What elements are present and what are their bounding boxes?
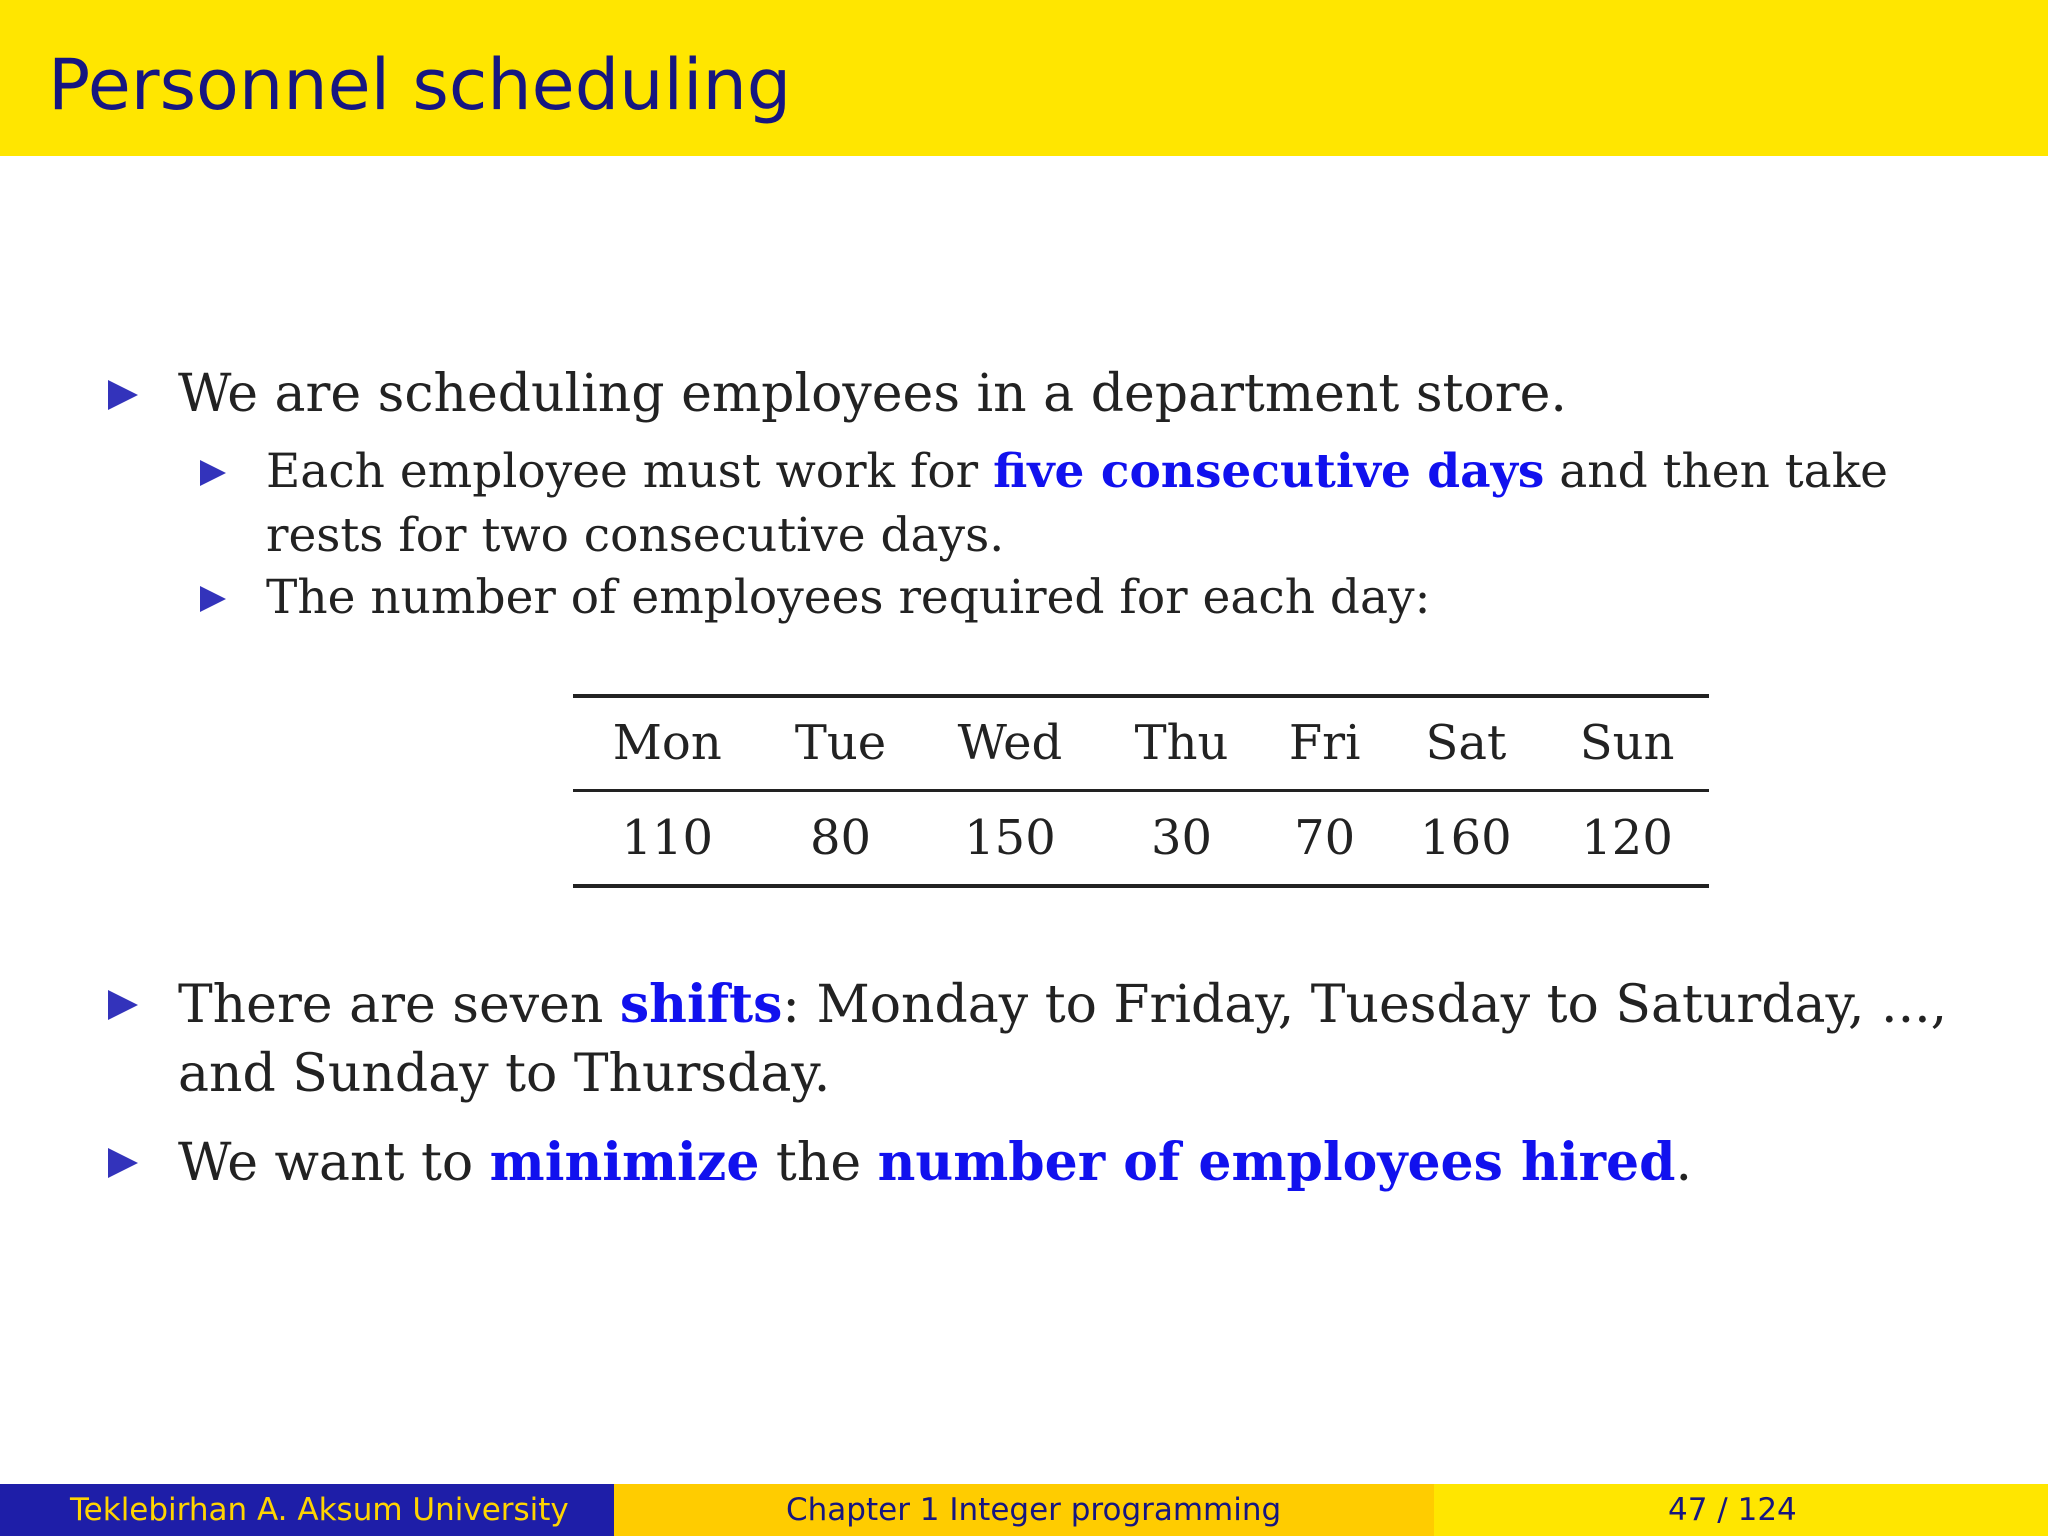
- table-row: [573, 790, 1709, 886]
- table-cell: 110: [621, 809, 714, 866]
- table-cell: 80: [809, 809, 872, 866]
- footer: [0, 1484, 2048, 1536]
- bullet-1-text: We are scheduling employees in a department store.: [178, 364, 1567, 424]
- bullet-3-text: [178, 1132, 1692, 1193]
- highlight-shifts: shifts: [619, 974, 783, 1035]
- bullet-2-line-2: and Sunday to Thursday.: [178, 1044, 831, 1104]
- table-header-row: [573, 696, 1709, 790]
- bullet-2-part-a: There are seven: [178, 975, 620, 1035]
- bullet-3-part-b: the: [759, 1133, 878, 1193]
- sub-bullet-1-line-2: rests for two consecutive days.: [266, 508, 1005, 563]
- bullet-2-part-b: : Monday to Friday, Tuesday to Saturday, ...,: [782, 975, 1948, 1035]
- sub-bullet-2-text: The number of employees required for each day:: [266, 570, 1431, 625]
- table-header-cell: Fri: [1288, 715, 1361, 772]
- sub-bullet-triangle-icon: [200, 586, 226, 612]
- table-header-cell: Sat: [1425, 715, 1507, 772]
- footer-page-section: [1434, 1484, 2048, 1536]
- employee-requirements-table: [573, 694, 1709, 888]
- bullet-triangle-icon: [108, 1148, 138, 1178]
- table-header-cell: Sun: [1579, 715, 1675, 772]
- bullet-triangle-icon: [108, 990, 138, 1020]
- highlight-minimize: minimize: [489, 1132, 760, 1193]
- sub-bullet-1-part-a: Each employee must work for: [266, 444, 994, 499]
- footer-page-number: 47 / 124: [1668, 1492, 1797, 1528]
- table-cell: 150: [964, 809, 1056, 866]
- bullet-3-part-a: We want to: [178, 1133, 490, 1193]
- footer-chapter-section: [614, 1484, 1434, 1536]
- sub-bullet-triangle-icon: [200, 460, 226, 486]
- table-header-cell: Thu: [1134, 715, 1229, 772]
- title-bar: [0, 0, 2048, 156]
- sub-bullet-1-part-b: and then take: [1544, 444, 1888, 499]
- highlight-number-of-employees-hired: number of employees hired: [877, 1132, 1676, 1193]
- bullet-2-line-1: [178, 974, 1947, 1035]
- bullet-triangle-icon: [108, 380, 138, 410]
- table-header-cell: Mon: [612, 715, 722, 772]
- table-header-cell: Tue: [794, 715, 887, 772]
- sub-bullet-1-line-1: [266, 444, 1888, 499]
- table-cell: 30: [1151, 809, 1213, 866]
- footer-author: Teklebirhan A. Aksum University: [70, 1492, 569, 1528]
- bullet-3-part-c: .: [1675, 1133, 1692, 1193]
- table-header-cell: Wed: [957, 715, 1063, 772]
- slide-title: Personnel scheduling: [48, 44, 792, 126]
- footer-chapter: Chapter 1 Integer programming: [786, 1492, 1282, 1528]
- table-cell: 70: [1294, 809, 1356, 866]
- highlight-five-consecutive-days: five consecutive days: [993, 444, 1545, 499]
- footer-author-section: [0, 1484, 614, 1536]
- table-cell: 120: [1581, 809, 1673, 866]
- table-cell: 160: [1420, 809, 1512, 866]
